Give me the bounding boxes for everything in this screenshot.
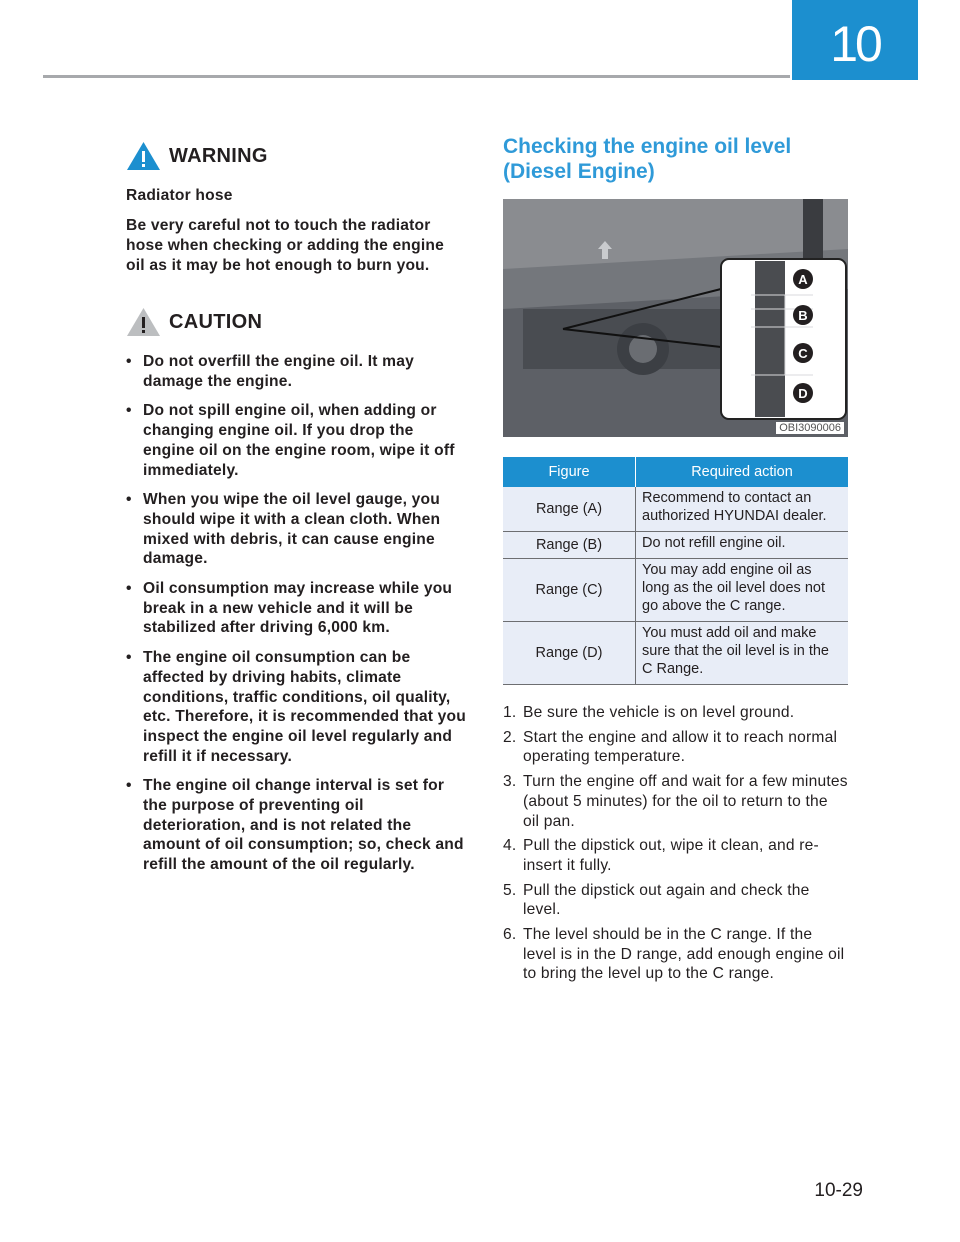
header-rule	[43, 75, 790, 78]
label-c: C	[798, 346, 808, 361]
action-cell: You may add engine oil as long as the oil level does not go above the C range.	[636, 559, 849, 622]
step-text: Be sure the vehicle is on level ground.	[523, 704, 795, 721]
range-cell: Range (C)	[503, 559, 636, 622]
table-row	[503, 487, 848, 532]
action-cell: You must add oil and make sure that the oil level is in the C Range.	[636, 622, 849, 685]
step-number: 3.	[503, 773, 517, 791]
warning-header	[126, 140, 466, 172]
action-cell: Do not refill engine oil.	[636, 532, 849, 559]
step-item	[503, 881, 848, 920]
caution-title: CAUTION	[169, 310, 263, 333]
step-text: The level should be in the C range. If the level is in the D range, add enough engine oil to bring the level up to the C range.	[523, 926, 845, 983]
label-d: D	[798, 386, 808, 401]
figure-code: OBI3090006	[776, 422, 844, 434]
caution-item: • Do not spill engine oil, when adding or changing engine oil. If you drop the engine oil on the engine room, wipe it off immediately.	[126, 401, 466, 480]
range-cell: Range (A)	[503, 487, 636, 532]
table-header-row	[503, 457, 848, 487]
step-number: 2.	[503, 728, 517, 746]
oil-range-table	[503, 457, 848, 685]
table-row	[503, 532, 848, 559]
caution-triangle-icon	[126, 306, 161, 338]
caution-list	[126, 352, 466, 875]
action-cell: Recommend to contact an authorized HYUNDAI dealer.	[636, 487, 849, 532]
caution-block	[126, 306, 466, 875]
step-item	[503, 836, 848, 875]
step-item	[503, 772, 848, 831]
step-number: 5.	[503, 881, 517, 899]
warning-text: Be very careful not to touch the radiator hose when checking or adding the engine oil as it may be hot enough to burn you.	[126, 217, 444, 274]
label-b: B	[798, 308, 808, 323]
step-text: Pull the dipstick out again and check the level.	[523, 881, 810, 919]
left-column	[126, 140, 466, 885]
engine-photo-illustration	[503, 199, 848, 437]
table-row	[503, 622, 848, 685]
warning-triangle-icon	[126, 140, 161, 172]
caution-item: • The engine oil change interval is set for the purpose of preventing oil deterioration, and is not related the amount of oil consumption; so, check and refill the amount of the oil regularly.	[126, 776, 466, 875]
range-cell: Range (B)	[503, 532, 636, 559]
step-text: Start the engine and allow it to reach normal operating temperature.	[523, 728, 838, 766]
page-number: 10-29	[814, 1180, 863, 1201]
step-number: 6.	[503, 926, 517, 944]
steps-list	[503, 703, 848, 984]
caution-item: • Oil consumption may increase while you break in a new vehicle and it will be stabilized after driving 6,000 km.	[126, 579, 466, 638]
right-column	[503, 134, 848, 989]
chapter-tab: 10	[792, 0, 918, 80]
section-title	[503, 134, 848, 184]
range-cell: Range (D)	[503, 622, 636, 685]
table-header-figure: Figure	[503, 457, 636, 487]
step-number: 1.	[503, 704, 517, 721]
step-text: Pull the dipstick out, wipe it clean, and re-insert it fully.	[523, 837, 819, 874]
label-a: A	[798, 272, 808, 287]
caution-header	[126, 306, 466, 338]
table-header-action: Required action	[636, 457, 849, 487]
step-item	[503, 728, 848, 767]
step-item	[503, 925, 848, 984]
section-title-line2: (Diesel Engine)	[503, 160, 655, 183]
step-text: Turn the engine off and wait for a few minutes (about 5 minutes) for the oil to return to the oil pan.	[523, 773, 848, 830]
engine-dipstick-figure	[503, 199, 848, 437]
step-item	[503, 703, 848, 723]
caution-item: • Do not overfill the engine oil. It may damage the engine.	[126, 352, 466, 391]
warning-subtitle: Radiator hose	[126, 187, 233, 204]
table-row	[503, 559, 848, 622]
warning-title: WARNING	[169, 144, 268, 167]
caution-item: • The engine oil consumption can be affected by driving habits, climate conditions, traffic conditions, oil quality, etc. Therefore, it is recommended that you inspect the engine oil level regularly and refill it if necessary.	[126, 648, 466, 766]
caution-item: • When you wipe the oil level gauge, you should wipe it with a clean cloth. When mixed with debris, it can cause engine damage.	[126, 490, 466, 569]
step-number: 4.	[503, 837, 517, 855]
section-title-line1: Checking the engine oil level	[503, 135, 792, 158]
